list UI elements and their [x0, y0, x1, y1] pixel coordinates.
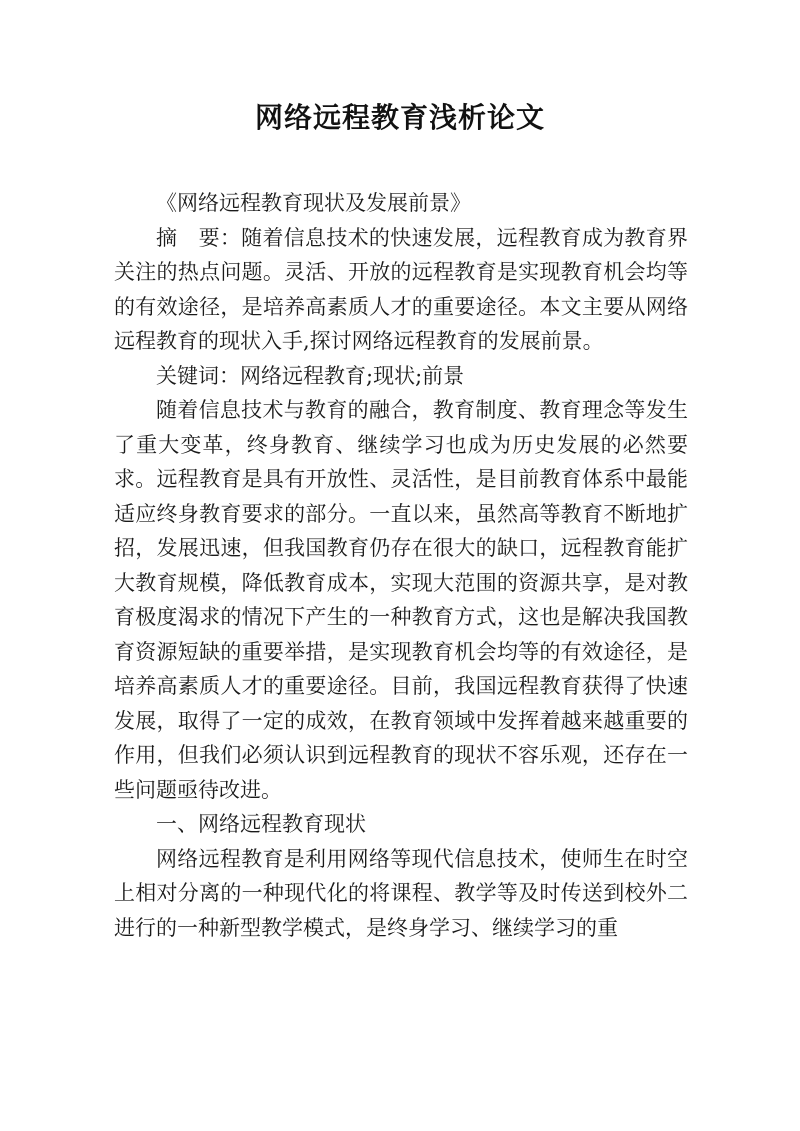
document-body — [114, 186, 688, 945]
section-paragraph: 网络远程教育是利用网络等现代信息技术，使师生在时空上相对分离的一种现代化的将课程、教学等及时传送到校外二进行的一种新型教学模式，是终身学习、继续学习的重 — [114, 846, 688, 940]
intro-paragraph: 随着信息技术与教育的融合，教育制度、教育理念等发生了重大变革，终身教育、继续学习也成为历史发展的必然要求。远程教育是具有开放性、灵活性，是目前教育体系中最能适应终身教育要求的部分。一直以来，虽然高等教育不断地扩招，发展迅速，但我国教育仍存在很大的缺口，远程教育能扩大教育规模，降低教育成本，实现大范围的资源共享，是对教育极度渴求的情况下产生的一种教育方式，这也是解决我国教育资源短缺的重要举措，是实现教育机会均等的有效途径，是培养高素质人才的重要途径。目前，我国远程教育获得了快速发展，取得了一定的成效，在教育领域中发挥着越来越重要的作用，但我们必须认识到远程教育的现状不容乐观，还存在一些问题亟待改进。 — [114, 398, 688, 802]
keywords-paragraph: 关键词：网络远程教育;现状;前景 — [156, 363, 465, 388]
section-heading: 一、网络远程教育现状 — [156, 812, 366, 836]
document-title: 网络远程教育浅析论文 — [254, 101, 545, 134]
subtitle-paragraph: 《网络远程教育现状及发展前景》 — [156, 191, 471, 215]
abstract-paragraph: 摘 要：随着信息技术的快速发展，远程教育成为教育界关注的热点问题。灵活、开放的远程教育是实现教育机会均等的有效途径，是培养高素质人才的重要途径。本文主要从网络远程教育的现状入手,探讨网络远程教育的发展前景。 — [114, 225, 688, 353]
